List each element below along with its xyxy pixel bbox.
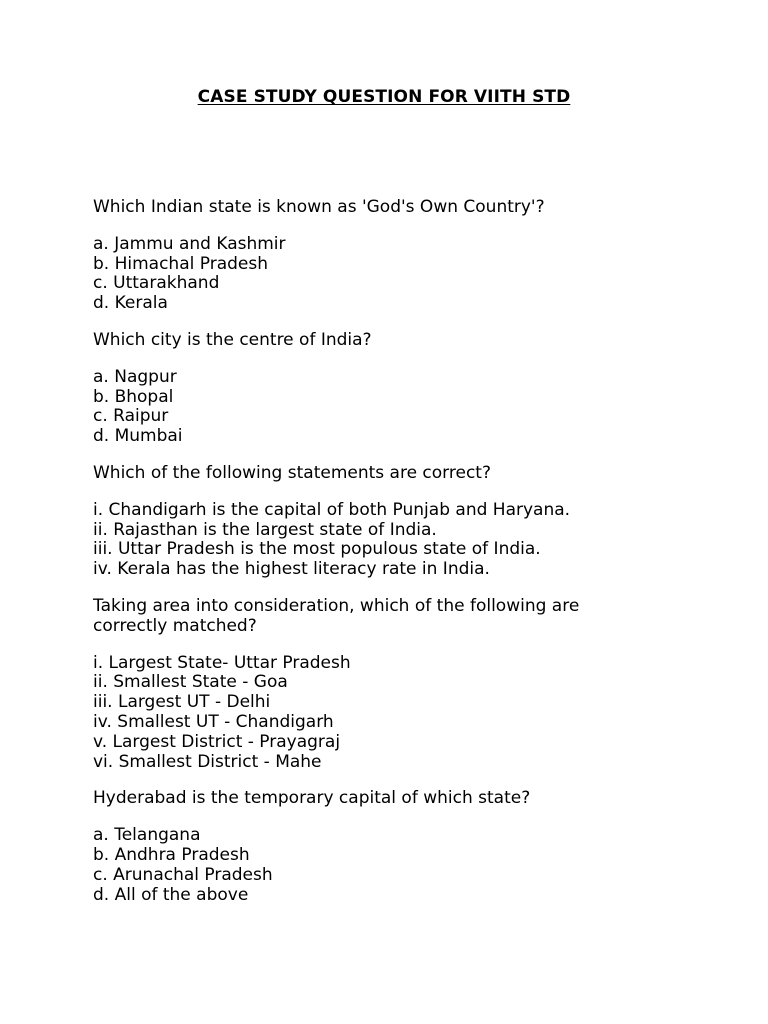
question-list — [93, 198, 653, 922]
question-5-text — [93, 789, 653, 809]
option-line: ii. Rajasthan is the largest state of India. — [93, 519, 437, 540]
option-line: d. Mumbai — [93, 426, 183, 447]
option-line: d. Kerala — [93, 293, 168, 314]
option-line: a. Telangana — [93, 825, 201, 846]
option-line: b. Bhopal — [93, 386, 174, 407]
option-line: iii. Largest UT - Delhi — [93, 692, 271, 713]
question-4-text — [93, 597, 653, 637]
question-line: Which Indian state is known as 'God's Own Country'? — [93, 197, 545, 217]
document-title: CASE STUDY QUESTION FOR VIITH STD — [197, 87, 571, 107]
option-line: iii. Uttar Pradesh is the most populous state of India. — [93, 539, 541, 560]
question-line: Hyderabad is the temporary capital of which state? — [93, 788, 531, 809]
question-line: correctly matched? — [93, 615, 257, 636]
option-line: c. Uttarakhand — [93, 273, 220, 294]
option-line: a. Jammu and Kashmir — [93, 233, 286, 254]
option-line: d. All of the above — [93, 884, 249, 905]
option-line: i. Chandigarh is the capital of both Punjab and Haryana. — [93, 499, 571, 520]
option-line: c. Arunachal Pradesh — [93, 864, 273, 885]
option-line: i. Largest State- Uttar Pradesh — [93, 652, 351, 673]
option-line: iv. Kerala has the highest literacy rate in India. — [93, 559, 490, 580]
question-1-text — [93, 198, 653, 218]
question-4-options — [93, 654, 653, 773]
question-1-options — [93, 235, 653, 314]
question-5-options — [93, 826, 653, 905]
question-line: Taking area into consideration, which of the following are — [93, 595, 580, 616]
option-line: b. Andhra Pradesh — [93, 844, 250, 865]
option-line: v. Largest District - Prayagraj — [93, 731, 341, 752]
question-2-text — [93, 331, 653, 351]
question-3-text — [93, 464, 653, 484]
question-line: Which of the following statements are correct? — [93, 462, 491, 483]
question-line: Which city is the centre of India? — [93, 329, 372, 350]
option-line: ii. Smallest State - Goa — [93, 672, 288, 693]
question-2-options — [93, 368, 653, 447]
option-line: b. Himachal Pradesh — [93, 253, 268, 274]
option-line: a. Nagpur — [93, 366, 177, 387]
question-3-options — [93, 501, 653, 580]
option-line: vi. Smallest District - Mahe — [93, 751, 322, 772]
option-line: c. Raipur — [93, 406, 169, 427]
option-line: iv. Smallest UT - Chandigarh — [93, 711, 334, 732]
